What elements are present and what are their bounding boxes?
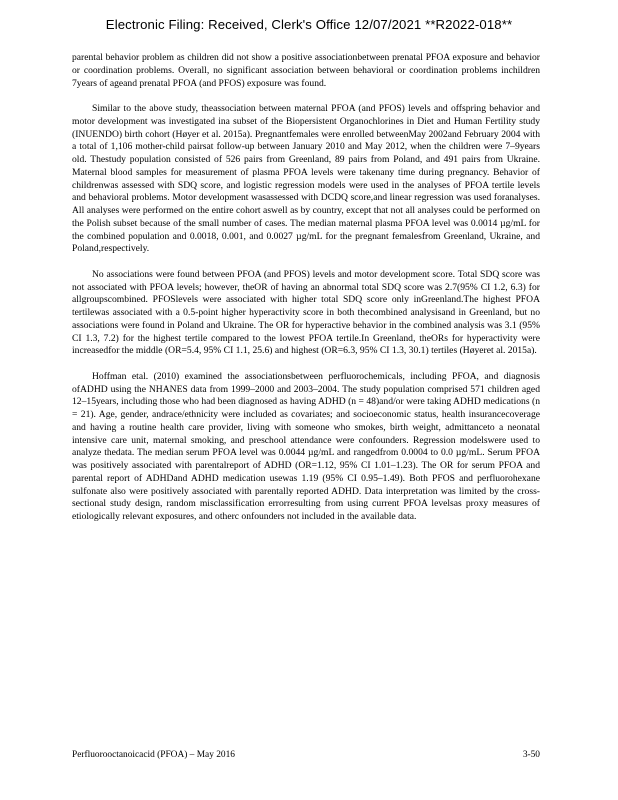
- document-body: [72, 52, 540, 537]
- paragraph-sdq-results: No associations were found between PFOA (and PFOS) levels and motor development score. Total SDQ score was not associated with PFOA levels; however, theOR of having an abnormal total SDQ score was 2.7(95% CI 1.2, 6.3) for allgroupscombined. PFOSlevels were associated with higher total SDQ score only inGreenland.The highest PFOA tertilewas associated with a 0.5-point higher hyperactivity score in both thecombined analysisand in Greenland, but no associations were found in Poland and Ukraine. The OR for hyperactive behavior in the combined analysis was 3.1 (95% CI 1.3, 7.2) for the highest tertile compared to the lowest PFOA tertile.In Greenland, theORs for hyperactivity were increasedfor the middle (OR=5.4, 95% CI 1.1, 25.6) and highest (OR=6.3, 95% CI 1.3, 30.1) tertiles (Høyeret al. 2015a).: [72, 268, 540, 357]
- filing-stamp-header: Electronic Filing: Received, Clerk's Office 12/07/2021 **R2022-018**: [105, 17, 513, 32]
- paragraph-inuendo-study: Similar to the above study, theassociation between maternal PFOA (and PFOS) levels and offspring behavior and motor development was investigated ina subset of the Biopersistent Organochlorines in Diet and Human Fertility study (INUENDO) birth cohort (Høyer et al. 2015a). Pregnantfemales were enrolled betweenMay 2002and February 2004 with a total of 1,106 mother-child pairsat follow-up between January 2010 and May 2012, when the children were 7–9years old. Thestudy population consisted of 526 pairs from Greenland, 89 pairs from Poland, and 491 pairs from Ukraine. Maternal blood samples for measurement of plasma PFOA levels were takenany time during pregnancy. Behavior of childrenwas assessed with SDQ score, and logistic regression models were used in the analyses of PFOA tertile levels and behavioral problems. Motor development wasassessed with DCDQ score,and linear regression was used foranalyses. All analyses were performed on the entire cohort aswell as by country, except that not all analyses could be performed on the Polish subset because of the small number of cases. The median maternal plasma PFOA level was 0.0014 µg/mL for the combined population and 0.0018, 0.001, and 0.0027 µg/mL for the pregnant femalesfrom Greenland, Ukraine, and Poland,respectively.: [72, 103, 540, 255]
- paragraph-continued: parental behavior problem as children did not show a positive associationbetween prenatal PFOA exposure and behavior or coordination problems. Overall, no significant association between behavioral or coordination problems inchildren 7years of ageand prenatal PFOA (and PFOS) exposure was found.: [72, 52, 540, 89]
- footer-document-title: Perfluorooctanoicacid (PFOA) – May 2016: [72, 750, 235, 760]
- paragraph-hoffman-study: Hoffman etal. (2010) examined the associationsbetween perfluorochemicals, including PFOA, and diagnosis ofADHD using the NHANES data from 1999–2000 and 2003–2004. The study population comprised 571 children aged 12–15years, including those who had been diagnosed as having ADHD (n = 48)and/or were taking ADHD medications (n = 21). Age, gender, andrace/ethnicity were included as covariates; and socioeconomic status, health insurancecoverage and having a routine health care provider, living with someone who smokes, birth weight, admittanceto a neonatal intensive care unit, maternal smoking, and preschool attendance were confounders. Regression modelswere used to analyze thedata. The median serum PFOA level was 0.0044 µg/mL and rangedfrom 0.0004 to 0.0 µg/mL. Serum PFOA was positively associated with parentalreport of ADHD (OR=1.12, 95% CI 1.01–1.23). The OR for serum PFOA and parental report of ADHDand ADHD medication usewas 1.19 (95% CI 0.95–1.49). Both PFOS and perfluorohexane sulfonate also were positively associated with parentally reported ADHD. Data interpretation was limited by the cross-sectional study design, random misclassification errorresulting from using current PFOA levelsas proxy measures of etiologically relevant exposures, and otherc onfounders not included in the available data.: [72, 370, 540, 522]
- footer-page-number: 3-50: [522, 750, 540, 760]
